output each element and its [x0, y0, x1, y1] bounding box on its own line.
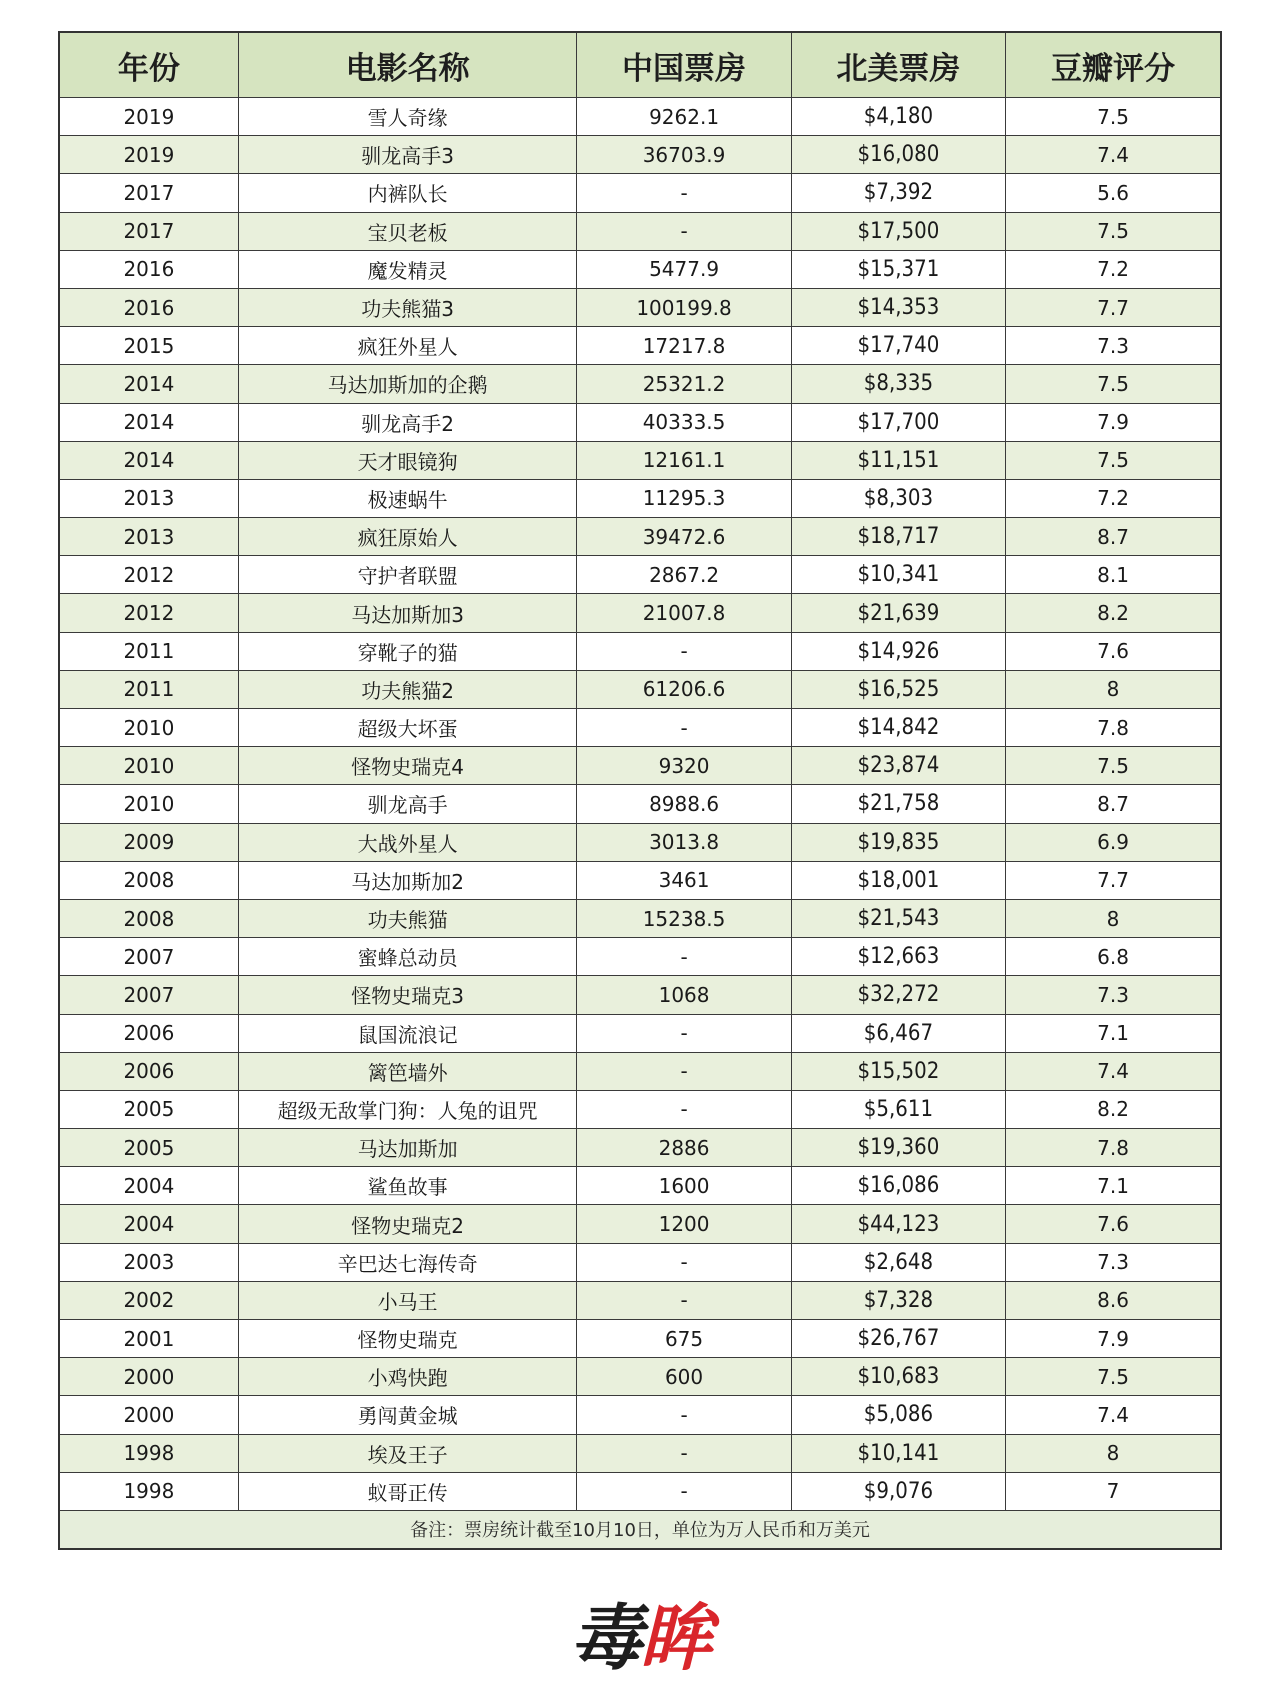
- cell-year: 2013: [59, 518, 238, 556]
- cell-china-box-office: 9320: [577, 747, 791, 785]
- cell-na-box-office: $21,758: [791, 785, 1005, 823]
- cell-douban-score: 7.5: [1006, 98, 1221, 136]
- cell-year: 2006: [59, 1014, 238, 1052]
- table-row: [59, 136, 1221, 174]
- cell-na-box-office: $14,353: [791, 288, 1005, 326]
- cell-na-box-office: $14,842: [791, 709, 1005, 747]
- cell-douban-score: 7.5: [1006, 441, 1221, 479]
- cell-douban-score: 7.9: [1006, 403, 1221, 441]
- table-row: [59, 1434, 1221, 1472]
- cell-china-box-office: 11295.3: [577, 479, 791, 517]
- cell-na-box-office: $7,392: [791, 174, 1005, 212]
- cell-year: 2011: [59, 632, 238, 670]
- header-douban-score: 豆瓣评分: [1006, 32, 1221, 98]
- cell-year: 2014: [59, 441, 238, 479]
- cell-china-box-office: -: [577, 1090, 791, 1128]
- cell-year: 2016: [59, 250, 238, 288]
- cell-year: 2012: [59, 556, 238, 594]
- cell-na-box-office: $17,700: [791, 403, 1005, 441]
- cell-douban-score: 7: [1006, 1472, 1221, 1510]
- footnote: 备注：票房统计截至10月10日，单位为万人民币和万美元: [59, 1510, 1221, 1549]
- cell-title: 穿靴子的猫: [238, 632, 577, 670]
- cell-year: 2008: [59, 899, 238, 937]
- table-row: [59, 861, 1221, 899]
- cell-douban-score: 7.6: [1006, 1205, 1221, 1243]
- cell-douban-score: 7.4: [1006, 136, 1221, 174]
- cell-china-box-office: -: [577, 1052, 791, 1090]
- table-row: [59, 1014, 1221, 1052]
- cell-china-box-office: 12161.1: [577, 441, 791, 479]
- table-row: [59, 709, 1221, 747]
- table-row: [59, 632, 1221, 670]
- cell-year: 2011: [59, 670, 238, 708]
- table-row: [59, 479, 1221, 517]
- cell-year: 2007: [59, 976, 238, 1014]
- table-row: [59, 365, 1221, 403]
- cell-title: 超级无敌掌门狗：人兔的诅咒: [238, 1090, 577, 1128]
- cell-china-box-office: -: [577, 1014, 791, 1052]
- cell-china-box-office: 61206.6: [577, 670, 791, 708]
- cell-douban-score: 5.6: [1006, 174, 1221, 212]
- table-row: [59, 518, 1221, 556]
- cell-china-box-office: -: [577, 212, 791, 250]
- cell-douban-score: 7.3: [1006, 327, 1221, 365]
- cell-na-box-office: $16,525: [791, 670, 1005, 708]
- cell-na-box-office: $44,123: [791, 1205, 1005, 1243]
- cell-title: 驯龙高手: [238, 785, 577, 823]
- cell-china-box-office: 15238.5: [577, 899, 791, 937]
- table-body: [59, 98, 1221, 1511]
- cell-title: 辛巴达七海传奇: [238, 1243, 577, 1281]
- cell-year: 2008: [59, 861, 238, 899]
- cell-na-box-office: $10,141: [791, 1434, 1005, 1472]
- table-row: [59, 1472, 1221, 1510]
- cell-na-box-office: $16,086: [791, 1167, 1005, 1205]
- cell-douban-score: 8.6: [1006, 1281, 1221, 1319]
- cell-na-box-office: $15,371: [791, 250, 1005, 288]
- table-row: [59, 1205, 1221, 1243]
- cell-na-box-office: $14,926: [791, 632, 1005, 670]
- cell-na-box-office: $7,328: [791, 1281, 1005, 1319]
- cell-china-box-office: 2886: [577, 1129, 791, 1167]
- cell-douban-score: 7.4: [1006, 1052, 1221, 1090]
- table-row: [59, 327, 1221, 365]
- cell-title: 勇闯黄金城: [238, 1396, 577, 1434]
- cell-title: 疯狂外星人: [238, 327, 577, 365]
- cell-na-box-office: $11,151: [791, 441, 1005, 479]
- cell-china-box-office: -: [577, 1243, 791, 1281]
- cell-douban-score: 7.5: [1006, 747, 1221, 785]
- cell-title: 埃及王子: [238, 1434, 577, 1472]
- cell-title: 蚁哥正传: [238, 1472, 577, 1510]
- cell-douban-score: 7.8: [1006, 709, 1221, 747]
- cell-douban-score: 7.4: [1006, 1396, 1221, 1434]
- table-row: [59, 556, 1221, 594]
- cell-year: 2002: [59, 1281, 238, 1319]
- cell-title: 疯狂原始人: [238, 518, 577, 556]
- cell-china-box-office: 3013.8: [577, 823, 791, 861]
- cell-title: 超级大坏蛋: [238, 709, 577, 747]
- cell-year: 2003: [59, 1243, 238, 1281]
- cell-title: 小鸡快跑: [238, 1358, 577, 1396]
- table-row: [59, 1129, 1221, 1167]
- cell-china-box-office: 39472.6: [577, 518, 791, 556]
- table-row: [59, 174, 1221, 212]
- logo-char-1: 毒: [569, 1596, 640, 1680]
- cell-china-box-office: 9262.1: [577, 98, 791, 136]
- table-row: [59, 1358, 1221, 1396]
- table-row: [59, 1281, 1221, 1319]
- cell-title: 马达加斯加的企鹅: [238, 365, 577, 403]
- cell-douban-score: 7.7: [1006, 288, 1221, 326]
- cell-title: 怪物史瑞克: [238, 1320, 577, 1358]
- cell-china-box-office: 100199.8: [577, 288, 791, 326]
- cell-na-box-office: $32,272: [791, 976, 1005, 1014]
- cell-title: 雪人奇缘: [238, 98, 577, 136]
- cell-china-box-office: 5477.9: [577, 250, 791, 288]
- cell-china-box-office: -: [577, 1396, 791, 1434]
- cell-china-box-office: 25321.2: [577, 365, 791, 403]
- header-year: 年份: [59, 32, 238, 98]
- cell-china-box-office: -: [577, 1281, 791, 1319]
- cell-year: 2000: [59, 1358, 238, 1396]
- footnote-row: [59, 1510, 1221, 1549]
- cell-douban-score: 7.5: [1006, 212, 1221, 250]
- cell-year: 2016: [59, 288, 238, 326]
- cell-year: 2005: [59, 1090, 238, 1128]
- logo: [0, 1596, 1280, 1680]
- table-row: [59, 250, 1221, 288]
- header-title: 电影名称: [238, 32, 577, 98]
- cell-title: 怪物史瑞克2: [238, 1205, 577, 1243]
- cell-na-box-office: $18,001: [791, 861, 1005, 899]
- cell-douban-score: 6.9: [1006, 823, 1221, 861]
- cell-china-box-office: 600: [577, 1358, 791, 1396]
- cell-douban-score: 7.2: [1006, 479, 1221, 517]
- cell-title: 天才眼镜狗: [238, 441, 577, 479]
- cell-douban-score: 7.5: [1006, 1358, 1221, 1396]
- cell-douban-score: 8.1: [1006, 556, 1221, 594]
- cell-year: 2010: [59, 747, 238, 785]
- cell-title: 功夫熊猫3: [238, 288, 577, 326]
- cell-china-box-office: 8988.6: [577, 785, 791, 823]
- cell-year: 2019: [59, 98, 238, 136]
- cell-douban-score: 8: [1006, 670, 1221, 708]
- cell-na-box-office: $8,303: [791, 479, 1005, 517]
- cell-na-box-office: $4,180: [791, 98, 1005, 136]
- cell-na-box-office: $19,835: [791, 823, 1005, 861]
- table-row: [59, 823, 1221, 861]
- cell-douban-score: 8.7: [1006, 518, 1221, 556]
- table-row: [59, 441, 1221, 479]
- cell-douban-score: 7.5: [1006, 365, 1221, 403]
- table-row: [59, 212, 1221, 250]
- cell-year: 2017: [59, 212, 238, 250]
- cell-title: 马达加斯加: [238, 1129, 577, 1167]
- cell-douban-score: 7.3: [1006, 1243, 1221, 1281]
- cell-year: 2000: [59, 1396, 238, 1434]
- cell-year: 2014: [59, 403, 238, 441]
- cell-china-box-office: 3461: [577, 861, 791, 899]
- cell-year: 2001: [59, 1320, 238, 1358]
- cell-china-box-office: -: [577, 709, 791, 747]
- cell-title: 内裤队长: [238, 174, 577, 212]
- cell-na-box-office: $2,648: [791, 1243, 1005, 1281]
- cell-na-box-office: $9,076: [791, 1472, 1005, 1510]
- cell-title: 篱笆墙外: [238, 1052, 577, 1090]
- table-row: [59, 403, 1221, 441]
- cell-year: 2007: [59, 938, 238, 976]
- cell-na-box-office: $17,500: [791, 212, 1005, 250]
- cell-title: 驯龙高手2: [238, 403, 577, 441]
- cell-year: 2004: [59, 1205, 238, 1243]
- table-row: [59, 976, 1221, 1014]
- cell-year: 2010: [59, 709, 238, 747]
- cell-year: 2009: [59, 823, 238, 861]
- cell-china-box-office: -: [577, 1472, 791, 1510]
- cell-na-box-office: $21,543: [791, 899, 1005, 937]
- box-office-table: [58, 31, 1222, 1550]
- cell-douban-score: 7.2: [1006, 250, 1221, 288]
- cell-title: 鼠国流浪记: [238, 1014, 577, 1052]
- cell-douban-score: 8: [1006, 899, 1221, 937]
- cell-douban-score: 8.2: [1006, 1090, 1221, 1128]
- table-row: [59, 1320, 1221, 1358]
- cell-douban-score: 6.8: [1006, 938, 1221, 976]
- table-row: [59, 785, 1221, 823]
- cell-year: 2012: [59, 594, 238, 632]
- cell-year: 1998: [59, 1434, 238, 1472]
- cell-title: 魔发精灵: [238, 250, 577, 288]
- logo-char-2: 眸: [640, 1596, 711, 1680]
- cell-year: 2006: [59, 1052, 238, 1090]
- cell-douban-score: 7.8: [1006, 1129, 1221, 1167]
- table-row: [59, 899, 1221, 937]
- cell-china-box-office: -: [577, 632, 791, 670]
- cell-douban-score: 7.3: [1006, 976, 1221, 1014]
- cell-year: 2013: [59, 479, 238, 517]
- cell-title: 宝贝老板: [238, 212, 577, 250]
- cell-china-box-office: 17217.8: [577, 327, 791, 365]
- table-row: [59, 747, 1221, 785]
- cell-china-box-office: 21007.8: [577, 594, 791, 632]
- cell-na-box-office: $16,080: [791, 136, 1005, 174]
- cell-china-box-office: -: [577, 938, 791, 976]
- cell-douban-score: 7.6: [1006, 632, 1221, 670]
- table-row: [59, 1052, 1221, 1090]
- cell-year: 1998: [59, 1472, 238, 1510]
- cell-na-box-office: $8,335: [791, 365, 1005, 403]
- cell-na-box-office: $18,717: [791, 518, 1005, 556]
- cell-na-box-office: $6,467: [791, 1014, 1005, 1052]
- cell-na-box-office: $15,502: [791, 1052, 1005, 1090]
- cell-na-box-office: $21,639: [791, 594, 1005, 632]
- cell-na-box-office: $12,663: [791, 938, 1005, 976]
- cell-year: 2019: [59, 136, 238, 174]
- cell-title: 马达加斯加3: [238, 594, 577, 632]
- cell-na-box-office: $19,360: [791, 1129, 1005, 1167]
- table-row: [59, 288, 1221, 326]
- cell-douban-score: 7.7: [1006, 861, 1221, 899]
- cell-title: 大战外星人: [238, 823, 577, 861]
- cell-title: 功夫熊猫: [238, 899, 577, 937]
- cell-year: 2017: [59, 174, 238, 212]
- cell-china-box-office: 1600: [577, 1167, 791, 1205]
- cell-title: 驯龙高手3: [238, 136, 577, 174]
- table-row: [59, 594, 1221, 632]
- cell-title: 怪物史瑞克4: [238, 747, 577, 785]
- table-row: [59, 1167, 1221, 1205]
- table-row: [59, 670, 1221, 708]
- cell-na-box-office: $5,086: [791, 1396, 1005, 1434]
- cell-china-box-office: -: [577, 1434, 791, 1472]
- cell-china-box-office: 675: [577, 1320, 791, 1358]
- table-row: [59, 938, 1221, 976]
- header-row: [59, 32, 1221, 98]
- cell-china-box-office: 1200: [577, 1205, 791, 1243]
- cell-douban-score: 8.7: [1006, 785, 1221, 823]
- cell-na-box-office: $10,341: [791, 556, 1005, 594]
- cell-title: 功夫熊猫2: [238, 670, 577, 708]
- table-row: [59, 1243, 1221, 1281]
- cell-title: 蜜蜂总动员: [238, 938, 577, 976]
- table-row: [59, 98, 1221, 136]
- cell-title: 鲨鱼故事: [238, 1167, 577, 1205]
- cell-na-box-office: $26,767: [791, 1320, 1005, 1358]
- cell-title: 马达加斯加2: [238, 861, 577, 899]
- header-na-box-office: 北美票房: [791, 32, 1005, 98]
- cell-douban-score: 7.9: [1006, 1320, 1221, 1358]
- cell-china-box-office: 40333.5: [577, 403, 791, 441]
- cell-title: 极速蜗牛: [238, 479, 577, 517]
- cell-year: 2005: [59, 1129, 238, 1167]
- cell-na-box-office: $23,874: [791, 747, 1005, 785]
- cell-na-box-office: $17,740: [791, 327, 1005, 365]
- cell-china-box-office: 36703.9: [577, 136, 791, 174]
- cell-douban-score: 7.1: [1006, 1014, 1221, 1052]
- cell-year: 2010: [59, 785, 238, 823]
- table-row: [59, 1396, 1221, 1434]
- cell-na-box-office: $10,683: [791, 1358, 1005, 1396]
- cell-title: 守护者联盟: [238, 556, 577, 594]
- cell-douban-score: 8.2: [1006, 594, 1221, 632]
- cell-title: 怪物史瑞克3: [238, 976, 577, 1014]
- cell-title: 小马王: [238, 1281, 577, 1319]
- cell-china-box-office: 2867.2: [577, 556, 791, 594]
- cell-douban-score: 8: [1006, 1434, 1221, 1472]
- cell-douban-score: 7.1: [1006, 1167, 1221, 1205]
- table-row: [59, 1090, 1221, 1128]
- cell-na-box-office: $5,611: [791, 1090, 1005, 1128]
- cell-year: 2014: [59, 365, 238, 403]
- header-china-box-office: 中国票房: [577, 32, 791, 98]
- cell-year: 2015: [59, 327, 238, 365]
- cell-china-box-office: -: [577, 174, 791, 212]
- cell-china-box-office: 1068: [577, 976, 791, 1014]
- cell-year: 2004: [59, 1167, 238, 1205]
